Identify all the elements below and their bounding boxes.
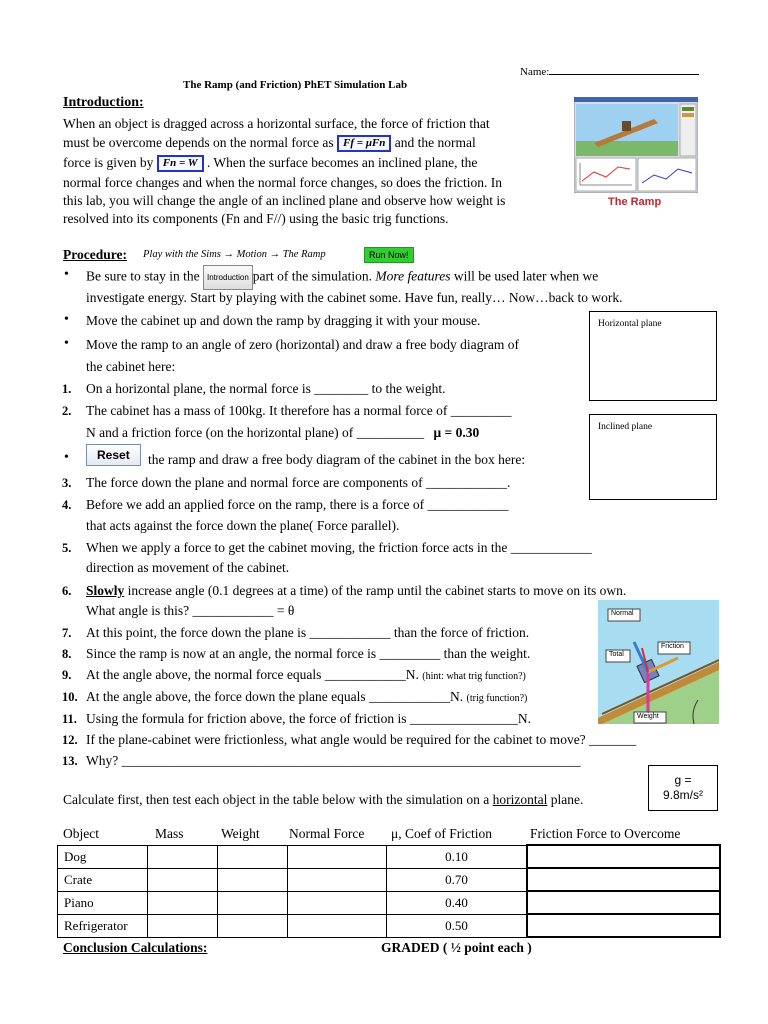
question-7: At this point, the force down the plane is ____________ than the force of friction. bbox=[86, 625, 530, 640]
horizontal-plane-label: Horizontal plane bbox=[598, 319, 662, 329]
col-header-normal-force: Normal Force bbox=[289, 826, 365, 841]
number-5: 5. bbox=[62, 541, 72, 555]
introduction-button[interactable]: Introduction bbox=[203, 265, 253, 290]
bullet-1-line1: Be sure to stay in the Introduction part of the simulation. More features will be used later when we bbox=[86, 265, 598, 290]
calculate-instruction: Calculate first, then test each object in the table below with the simulation on a horizontal plane. bbox=[63, 792, 584, 807]
table-row bbox=[58, 845, 721, 868]
normal-formula: Fn = W bbox=[157, 155, 204, 172]
question-10: At the angle above, the force down the plane equals ____________N. (trig function?) bbox=[86, 689, 528, 704]
col-header-friction-force: Friction Force to Overcome bbox=[530, 826, 681, 841]
bullet-4: the ramp and draw a free body diagram of the cabinet in the box here: bbox=[148, 452, 526, 467]
inclined-plane-box[interactable] bbox=[589, 414, 717, 500]
cell-normal-force[interactable] bbox=[287, 914, 387, 937]
objects-table bbox=[57, 844, 721, 938]
run-now-button[interactable]: Run Now! bbox=[364, 247, 414, 263]
number-3: 3. bbox=[62, 476, 72, 490]
question-6-line1: Slowly increase angle (0.1 degrees at a time) of the ramp until the cabinet starts to move on its own. bbox=[86, 583, 627, 598]
col-header-weight: Weight bbox=[221, 826, 260, 841]
friction-formula: Ff = μFn bbox=[337, 135, 391, 152]
cell-weight[interactable] bbox=[217, 845, 287, 868]
question-12: If the plane-cabinet were frictionless, what angle would be required for the cabinet to move? _______ bbox=[86, 732, 637, 747]
cell-weight[interactable] bbox=[217, 914, 287, 937]
table-row bbox=[58, 891, 721, 914]
question-2-line1: The cabinet has a mass of 100kg. It therefore has a normal force of _________ bbox=[86, 403, 512, 418]
cell-mu: 0.10 bbox=[387, 845, 527, 868]
cell-friction-force[interactable] bbox=[527, 914, 720, 937]
question-5-line2: direction as movement of the cabinet. bbox=[86, 560, 290, 575]
intro-line6: resolved into its components (Fn and F//) using the basic trig functions. bbox=[63, 211, 449, 226]
question-2-line2: N and a friction force (on the horizontal plane) of __________ μ = 0.30 bbox=[86, 425, 480, 440]
inclined-plane-label: Inclined plane bbox=[598, 422, 653, 432]
name-label: Name: bbox=[520, 62, 699, 83]
intro-line2: must be overcome depends on the normal force as Ff = μFn and the normal bbox=[63, 132, 476, 153]
bullet-3-line1: Move the ramp to an angle of zero (horizontal) and draw a free body diagram of bbox=[86, 337, 519, 352]
page-title: The Ramp (and Friction) PhET Simulation Lab bbox=[183, 79, 408, 91]
col-header-object: Object bbox=[63, 826, 99, 841]
cell-friction-force[interactable] bbox=[527, 891, 720, 914]
table-row bbox=[58, 868, 721, 891]
force-diagram bbox=[598, 600, 719, 724]
diagram-friction-label: Friction bbox=[661, 643, 684, 650]
number-2: 2. bbox=[62, 404, 72, 418]
number-1: 1. bbox=[62, 382, 72, 396]
bullet: • bbox=[64, 267, 69, 282]
question-13: Why? ____________________________________________________________________ bbox=[86, 753, 581, 768]
name-blank[interactable] bbox=[549, 63, 699, 75]
number-8: 8. bbox=[62, 647, 72, 661]
force-diagram-image bbox=[598, 600, 719, 724]
ramp-sim-image bbox=[574, 97, 698, 193]
number-12: 12. bbox=[62, 733, 78, 747]
question-6-line2: What angle is this? ____________ = θ bbox=[86, 603, 295, 618]
question-11: Using the formula for friction above, the force of friction is ________________N. bbox=[86, 711, 532, 726]
cell-friction-force[interactable] bbox=[527, 845, 720, 868]
number-10: 10. bbox=[62, 690, 78, 704]
number-9: 9. bbox=[62, 668, 72, 682]
cell-friction-force[interactable] bbox=[527, 868, 720, 891]
cell-mass[interactable] bbox=[147, 845, 217, 868]
cell-object: Crate bbox=[58, 868, 148, 891]
number-11: 11. bbox=[62, 712, 77, 726]
cell-object: Refrigerator bbox=[58, 914, 148, 937]
number-7: 7. bbox=[62, 626, 72, 640]
bullet-3-line2: the cabinet here: bbox=[86, 359, 176, 374]
bullet-2: Move the cabinet up and down the ramp by dragging it with your mouse. bbox=[86, 313, 481, 328]
cell-mu: 0.50 bbox=[387, 914, 527, 937]
cell-mass[interactable] bbox=[147, 868, 217, 891]
question-1: On a horizontal plane, the normal force is ________ to the weight. bbox=[86, 381, 446, 396]
number-4: 4. bbox=[62, 498, 72, 512]
ramp-caption: The Ramp bbox=[608, 196, 662, 208]
intro-line3: force is given by Fn = W . When the surface becomes an inclined plane, the bbox=[63, 152, 477, 173]
bullet: • bbox=[64, 312, 69, 327]
diagram-normal-label: Normal bbox=[611, 610, 634, 617]
question-8: Since the ramp is now at an angle, the normal force is _________ than the weight. bbox=[86, 646, 531, 661]
procedure-heading: Procedure: bbox=[63, 247, 127, 262]
cell-normal-force[interactable] bbox=[287, 891, 387, 914]
cell-weight[interactable] bbox=[217, 891, 287, 914]
cell-mass[interactable] bbox=[147, 914, 217, 937]
question-9: At the angle above, the normal force equals ____________N. (hint: what trig function?) bbox=[86, 667, 526, 682]
bullet-1-line2: investigate energy. Start by playing with the cabinet some. Have fun, really… Now…back to work. bbox=[86, 290, 623, 305]
cell-object: Piano bbox=[58, 891, 148, 914]
gravity-line1: g = bbox=[674, 773, 692, 787]
intro-line1: When an object is dragged across a horizontal surface, the force of friction that bbox=[63, 116, 490, 131]
gravity-line2: 9.8m/s² bbox=[662, 788, 703, 802]
cell-mass[interactable] bbox=[147, 891, 217, 914]
question-5-line1: When we apply a force to get the cabinet moving, the friction force acts in the ____________ bbox=[86, 540, 592, 555]
reset-button[interactable]: Reset bbox=[86, 444, 141, 466]
bullet: • bbox=[64, 450, 69, 465]
cell-object: Dog bbox=[58, 845, 148, 868]
question-4-line2: that acts against the force down the plane( Force parallel). bbox=[86, 518, 400, 533]
cell-normal-force[interactable] bbox=[287, 868, 387, 891]
conclusion-heading: Conclusion Calculations: bbox=[63, 940, 208, 955]
number-6: 6. bbox=[62, 584, 72, 598]
graded-note: GRADED ( ½ point each ) bbox=[381, 940, 532, 955]
gravity-box bbox=[648, 765, 718, 811]
intro-heading: Introduction: bbox=[63, 95, 144, 110]
bullet: • bbox=[64, 336, 69, 351]
cell-mu: 0.70 bbox=[387, 868, 527, 891]
cell-weight[interactable] bbox=[217, 868, 287, 891]
question-3: The force down the plane and normal force are components of ____________. bbox=[86, 475, 511, 490]
diagram-weight-label: Weight bbox=[637, 713, 659, 720]
cell-mu: 0.40 bbox=[387, 891, 527, 914]
diagram-total-label: Total bbox=[609, 651, 624, 658]
horizontal-plane-box[interactable] bbox=[589, 311, 717, 401]
col-header-mass: Mass bbox=[155, 826, 184, 841]
cell-normal-force[interactable] bbox=[287, 845, 387, 868]
ramp-sim-thumbnail[interactable] bbox=[574, 97, 698, 193]
intro-line4: normal force changes and when the normal force changes, so does the friction. In bbox=[63, 175, 502, 190]
table-row bbox=[58, 914, 721, 937]
question-4-line1: Before we add an applied force on the ramp, there is a force of ____________ bbox=[86, 497, 509, 512]
sim-path: Play with the Sims → Motion → The Ramp bbox=[143, 249, 326, 260]
number-13: 13. bbox=[62, 754, 78, 768]
col-header-mu: μ, Coef of Friction bbox=[391, 826, 492, 841]
intro-line5: this lab, you will change the angle of an inclined plane and observe how weight is bbox=[63, 193, 506, 208]
